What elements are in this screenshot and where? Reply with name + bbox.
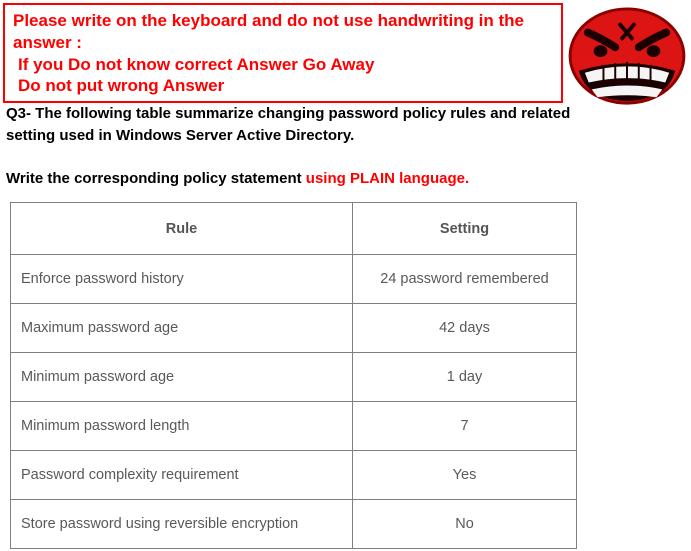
- table-header-row: [11, 203, 577, 255]
- warning-line-1: Please write on the keyboard and do not use handwriting in the answer :: [13, 11, 525, 52]
- instruction-text: [6, 170, 606, 187]
- table-row: [11, 353, 577, 402]
- header-setting: Setting: [353, 203, 577, 255]
- table-row: [11, 451, 577, 500]
- setting-cell: Yes: [353, 451, 577, 500]
- setting-cell: 1 day: [353, 353, 577, 402]
- warning-line-3: Do not put wrong Answer: [18, 76, 225, 96]
- rule-cell: Maximum password age: [11, 304, 353, 353]
- setting-cell: 24 password remembered: [353, 255, 577, 304]
- rule-cell: Minimum password age: [11, 353, 353, 402]
- setting-cell: 7: [353, 402, 577, 451]
- setting-cell: 42 days: [353, 304, 577, 353]
- table-row: [11, 500, 577, 549]
- policy-table: [10, 202, 577, 549]
- question-text: Q3- The following table summarize changing password policy rules and related setting used in Windows Server Active Directory.: [6, 105, 571, 144]
- table-row: [11, 304, 577, 353]
- table-row: [11, 402, 577, 451]
- rule-cell: Store password using reversible encryption: [11, 500, 353, 549]
- instruction-black: Write the corresponding policy statement: [6, 170, 306, 187]
- angry-face-icon: [566, 6, 688, 108]
- setting-cell: No: [353, 500, 577, 549]
- rule-cell: Minimum password length: [11, 402, 353, 451]
- rule-cell: Enforce password history: [11, 255, 353, 304]
- header-rule: Rule: [11, 203, 353, 255]
- warning-box: [3, 3, 563, 103]
- rule-cell: Password complexity requirement: [11, 451, 353, 500]
- warning-line-2: If you Do not know correct Answer Go Away: [18, 54, 375, 74]
- instruction-red: using PLAIN language.: [305, 170, 470, 187]
- table-row: [11, 255, 577, 304]
